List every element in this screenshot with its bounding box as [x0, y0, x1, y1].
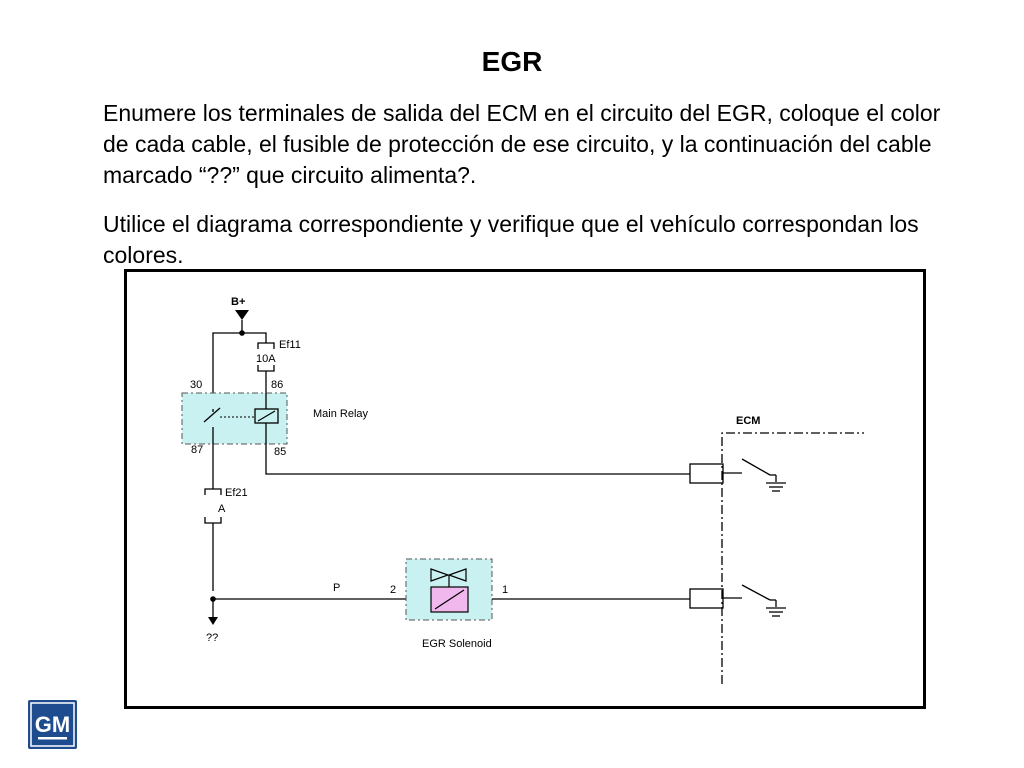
relay-pin-87: 87 [191, 444, 204, 456]
slide-title: EGR [481, 46, 543, 77]
ecm-connector-upper [690, 464, 723, 483]
main-relay-box [182, 393, 287, 444]
ground-icon [766, 608, 786, 616]
solenoid-pin-1: 1 [502, 584, 509, 596]
instruction-paragraph-1: Enumere los terminales de salida del ECM en el circuito del EGR, coloque el color de cada cable, el fusible de protección de ese circuito, y la continuación del cable marcado “??” que circuito alimenta?. [103, 100, 941, 188]
egr-circuit-diagram [124, 269, 926, 709]
ecm-connector-lower [690, 589, 723, 608]
unknown-circuit-label: ?? [206, 632, 219, 644]
ecm-boundary [722, 433, 864, 684]
relay-pin-86: 86 [271, 379, 284, 391]
ecm-switch-upper [723, 459, 776, 482]
ecm-label: ECM [736, 415, 761, 427]
continuation-arrow-icon [208, 617, 218, 625]
relay-pin-85: 85 [274, 446, 287, 458]
ground-icon [766, 483, 786, 491]
main-relay-label: Main Relay [313, 408, 369, 420]
fuse-ef11-rating: 10A [256, 353, 276, 365]
ecm-switch-lower [723, 585, 776, 607]
fuse-ef11-label: Ef11 [279, 339, 301, 351]
wire-color-label: P [333, 582, 341, 594]
instruction-paragraph-2: Utilice el diagrama correspondiente y verifique que el vehículo correspondan los colores. [103, 211, 919, 268]
power-arrow-icon [235, 310, 249, 320]
fuse-ef21-connector: A [218, 503, 226, 515]
solenoid-pin-2: 2 [390, 584, 397, 596]
relay-pin-30: 30 [190, 379, 203, 391]
gm-logo [28, 700, 77, 749]
power-label: B+ [231, 296, 246, 308]
egr-solenoid-label: EGR Solenoid [422, 638, 492, 650]
svg-text:GM: GM [34, 712, 71, 737]
fuse-ef21-label: Ef21 [225, 487, 248, 499]
